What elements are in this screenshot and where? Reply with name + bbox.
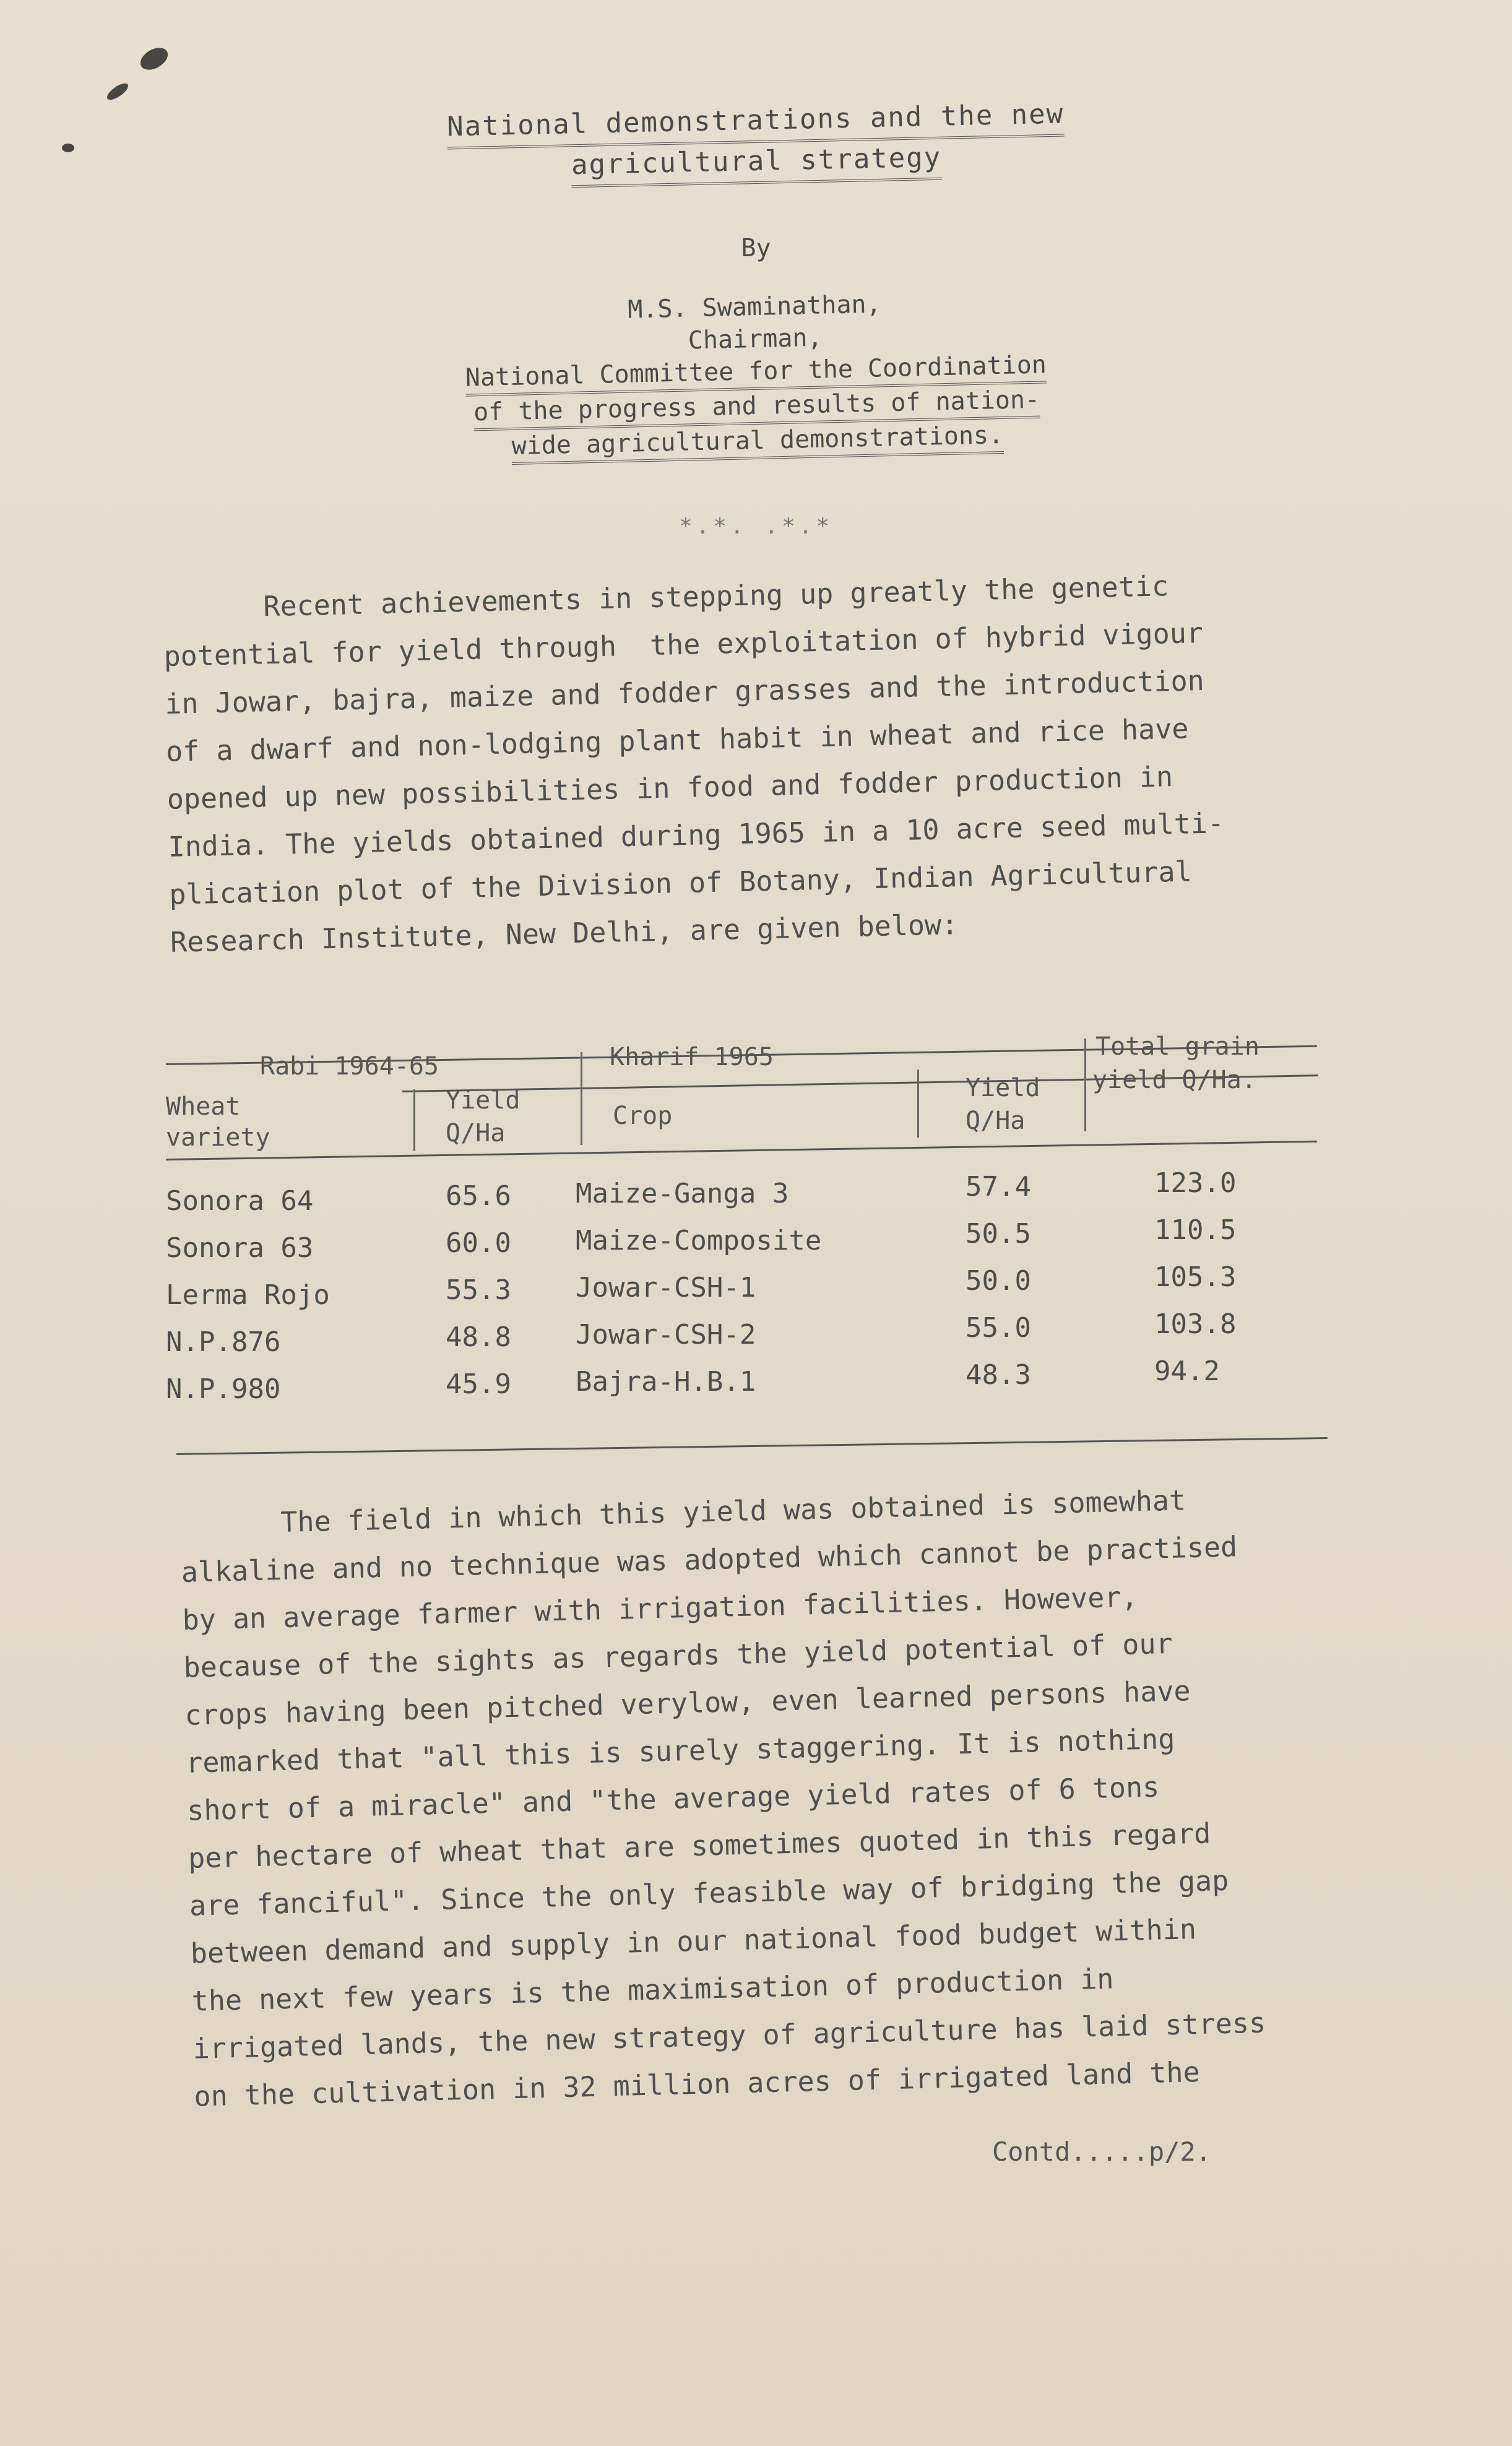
paragraph-line: by an average farmer with irrigation facilities. However, — [182, 1580, 1139, 1636]
table-divider — [1084, 1039, 1086, 1131]
header-yield1-line2: Q/Ha — [446, 1119, 506, 1147]
author-name: M.S. Swaminathan, — [627, 290, 882, 324]
paragraph-line: of a dwarf and non-lodging plant habit in wheat and rice have — [165, 712, 1189, 768]
cell-total-yield: 103.8 — [1154, 1308, 1237, 1341]
header-yield2-line2: Q/Ha — [966, 1107, 1026, 1135]
paragraph-line: irrigated lands, the new strategy of agriculture has laid stress — [192, 2006, 1266, 2065]
table-divider — [917, 1070, 919, 1138]
title-line-2: agricultural strategy — [571, 139, 942, 188]
cell-kharif-yield: 50.5 — [966, 1217, 1031, 1250]
paragraph-line: crops having been pitched verylow, even learned persons have — [184, 1674, 1191, 1732]
cell-rabi-yield: 65.6 — [446, 1180, 511, 1212]
cell-total-yield: 94.2 — [1154, 1355, 1220, 1388]
cell-rabi-yield: 55.3 — [446, 1274, 511, 1306]
cell-rabi-yield: 48.8 — [446, 1321, 511, 1353]
cell-kharif-yield: 50.0 — [966, 1264, 1031, 1297]
header-kharif: Kharif 1965 — [610, 1043, 774, 1071]
committee-line-1: National Committee for the Coordination — [465, 348, 1047, 396]
header-yield2-line1: Yield — [966, 1074, 1040, 1102]
paragraph-line: India. The yields obtained during 1965 in a 10 acre seed multi- — [168, 806, 1225, 863]
cell-variety: N.P.980 — [166, 1373, 281, 1405]
paragraph-line: The field in which this yield was obtained is somewhat — [179, 1484, 1186, 1541]
cell-variety: Lerma Rojo — [166, 1279, 330, 1311]
header-crop: Crop — [613, 1102, 673, 1130]
header-variety-line2: variety — [166, 1123, 270, 1152]
cell-variety: Sonora 64 — [166, 1185, 314, 1217]
cell-kharif-yield: 55.0 — [966, 1312, 1031, 1344]
cell-kharif-yield: 57.4 — [966, 1170, 1031, 1203]
paragraph-line: Recent achievements in stepping up greatly the genetic — [162, 569, 1169, 625]
title-line-1: National demonstrations and the new — [447, 96, 1065, 150]
cell-rabi-yield: 60.0 — [446, 1227, 511, 1259]
author-role: Chairman, — [688, 323, 823, 355]
paragraph-line: between demand and supply in our national food budget within — [190, 1912, 1197, 1970]
cell-total-yield: 123.0 — [1154, 1167, 1237, 1199]
cell-kharif-crop: Maize-Composite — [576, 1225, 822, 1257]
paragraph-line: plication plot of the Division of Botany, Indian Agricultural — [168, 855, 1193, 911]
paragraph-line: opened up new possibilities in food and fodder production in — [166, 760, 1173, 816]
header-yield1-line1: Yield — [446, 1086, 521, 1115]
cell-total-yield: 105.3 — [1154, 1261, 1237, 1294]
continued-note: Contd.....p/2. — [992, 2137, 1212, 2167]
cell-kharif-crop: Jowar-CSH-2 — [576, 1319, 756, 1351]
cell-variety: N.P.876 — [166, 1326, 281, 1358]
byline: By — [741, 234, 771, 262]
paragraph-line: alkaline and no technique was adopted which cannot be practised — [181, 1530, 1238, 1589]
paragraph-line: because of the sights as regards the yield potential of our — [183, 1627, 1173, 1684]
paragraph-line: per hectare of wheat that are sometimes quoted in this regard — [188, 1817, 1211, 1875]
cell-variety: Sonora 63 — [166, 1232, 314, 1264]
paragraph-2 — [179, 1475, 1268, 2120]
paragraph-line: remarked that "all this is surely staggering. It is nothing — [185, 1722, 1175, 1779]
committee-line-3: wide agricultural demonstrations. — [511, 419, 1004, 465]
paragraph-line: are fanciful". Since the only feasible way of bridging the gap — [189, 1864, 1229, 1922]
cell-kharif-yield: 48.3 — [966, 1359, 1031, 1391]
table-divider — [581, 1052, 582, 1145]
cell-rabi-yield: 45.9 — [446, 1368, 511, 1400]
header-variety-line1: Wheat — [166, 1092, 241, 1121]
cell-kharif-crop: Jowar-CSH-1 — [576, 1272, 756, 1304]
cell-kharif-crop: Bajra-H.B.1 — [576, 1366, 756, 1398]
paragraph-line: the next few years is the maximisation of production in — [191, 1962, 1115, 2018]
table-rule-bottom — [176, 1437, 1328, 1455]
paragraph-line: short of a miracle" and "the average yield rates of 6 tons — [186, 1770, 1160, 1827]
paragraph-line: Research Institute, New Delhi, are given below: — [170, 907, 959, 959]
header-rabi: Rabi 1964-65 — [260, 1052, 439, 1081]
header-total-line1: Total grain — [1095, 1032, 1259, 1061]
table-rule-header — [166, 1141, 1317, 1160]
separator: *.*. .*.* — [678, 514, 834, 539]
paragraph-line: in Jowar, bajra, maize and fodder grasses and the introduction — [164, 663, 1205, 720]
paragraph-line: on the cultivation in 32 million acres of irrigated land the — [193, 2055, 1201, 2113]
header-total-line2: yield Q/Ha. — [1092, 1066, 1256, 1094]
paragraph-line: potential for yield through the exploitation of hybrid vigour — [163, 616, 1204, 673]
cell-total-yield: 110.5 — [1154, 1214, 1237, 1247]
committee-line-2: of the progress and results of nation- — [473, 384, 1040, 431]
table-divider — [413, 1089, 415, 1151]
cell-kharif-crop: Maize-Ganga 3 — [576, 1178, 789, 1210]
